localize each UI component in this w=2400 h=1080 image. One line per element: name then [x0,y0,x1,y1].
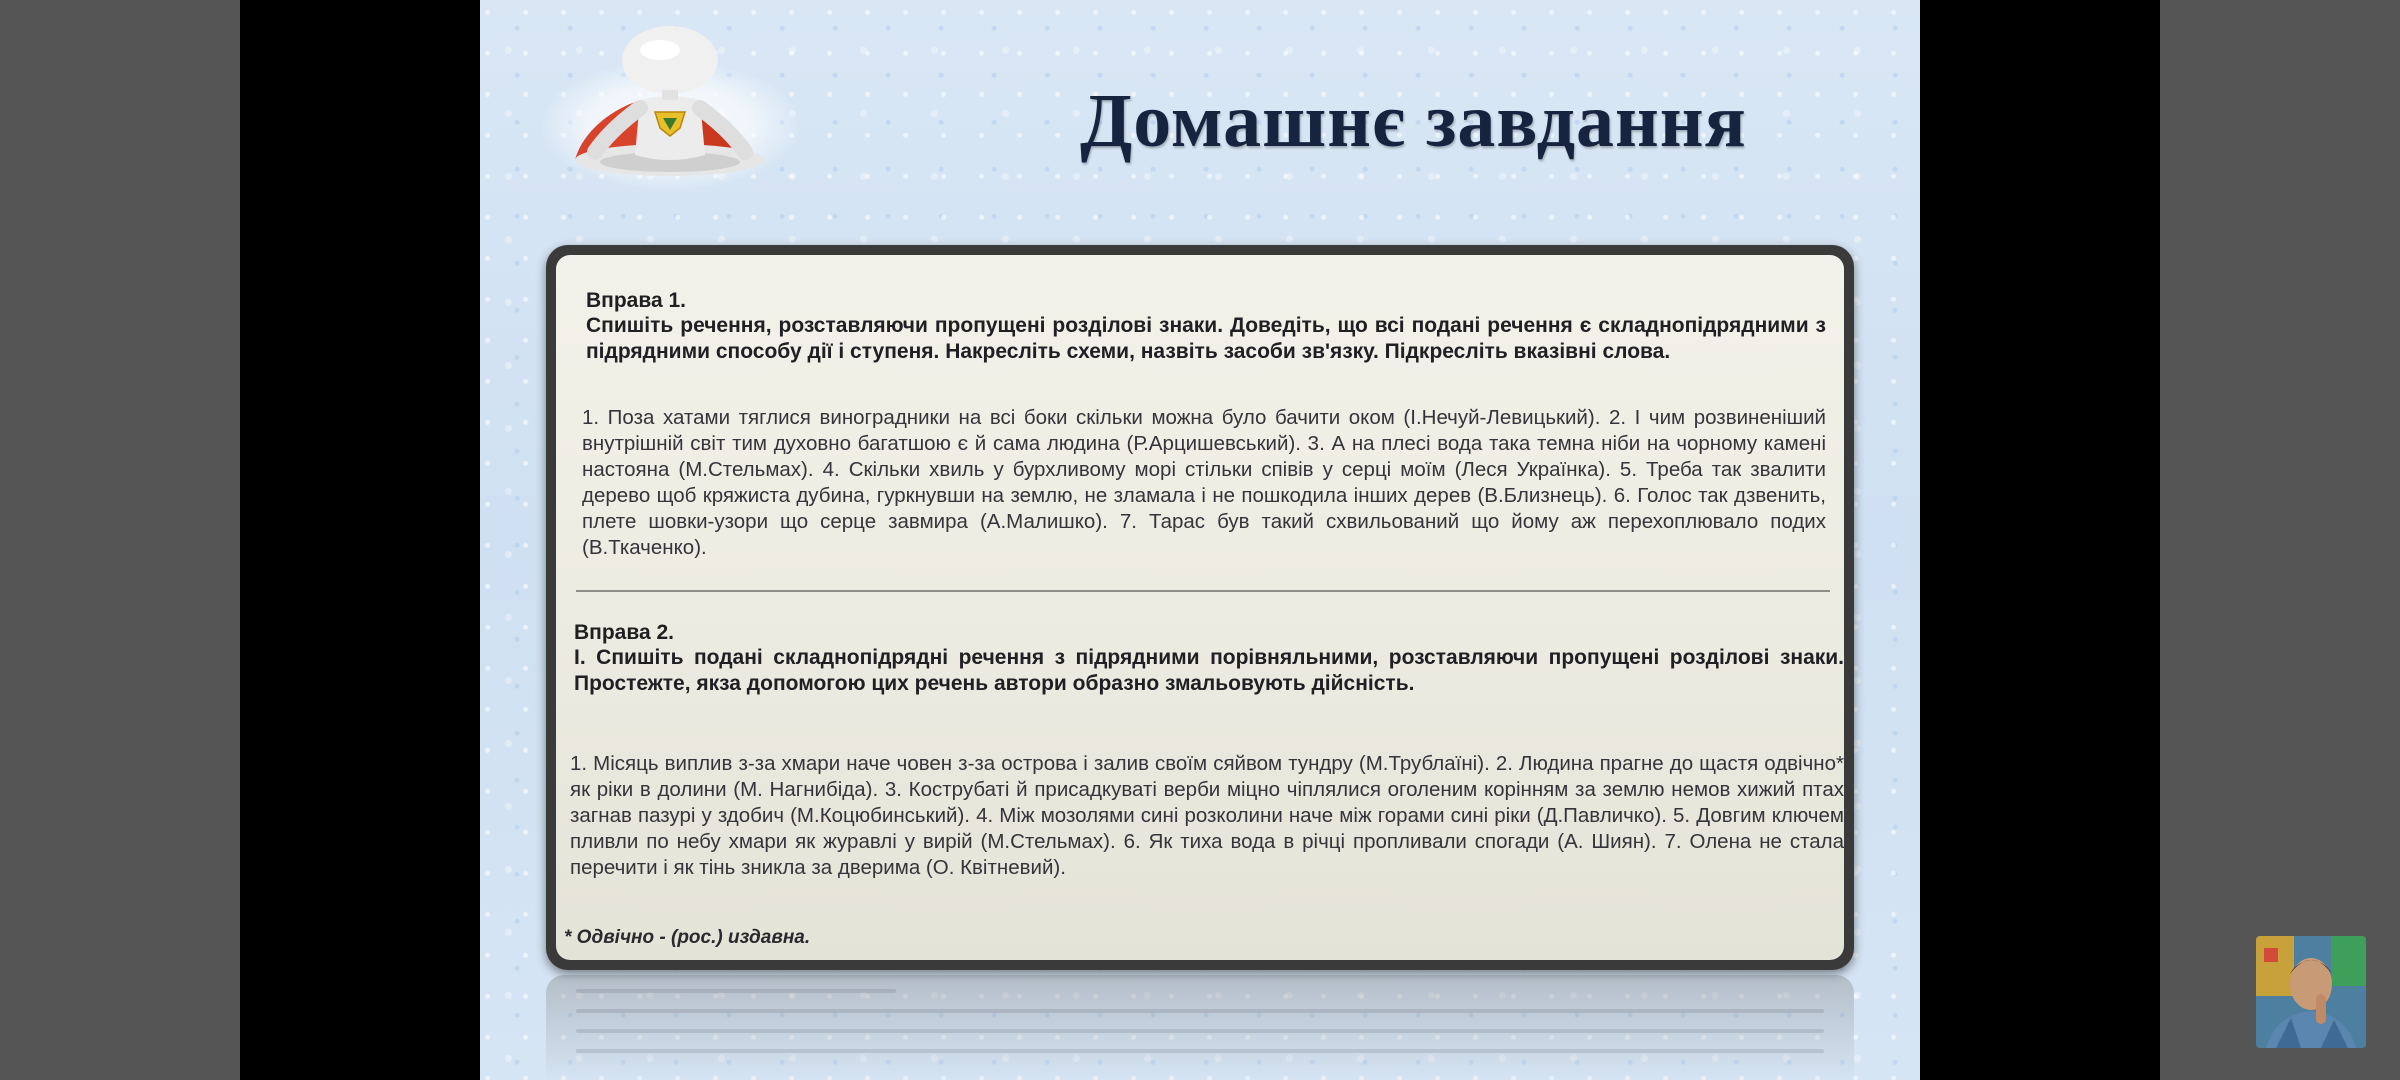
homework-document-frame [546,245,1854,970]
right-pillarbox [2160,0,2400,1080]
exercise-2-sentences: 1. Місяць виплив з-за хмари наче човен з-за острова і залив своїм сяйвом тундру (М.Трублаїні). 2. Людина прагне до щастя одвічно* як ріки в долини (М. Нагнибіда). 3. Кострубаті й присадкуваті верби міцно чіплялися оголеним корінням за землю немов хижий птах загнав пазурі у здобич (М.Коцюбинський). 4. Між мозолями сині розколини наче між горами сині ріки (Д.Павличко). 5. Довгим ключем пливли по небу хмари як журавлі у вирій (М.Стельмах). 6. Як тиха вода в річці пропливали спогади (А. Шиян). 7. Олена не стала перечити і як тінь зникла за дверима (О. Квітневий). [570,752,1844,879]
slide-title: Домашнє завдання [1080,79,1747,163]
document-reflection [546,975,1854,1080]
exercise-1-sentences: 1. Поза хатами тяглися виноградники на всі боки скільки можна було бачити оком (І.Нечуй-Левицький). 2. І чим розвиненіший внутрішній світ тим духовно багатшою є й сама людина (Р.Арцишевський). 3. А на плесі вода така темна ніби на чорному камені настояна (М.Стельмах). 4. Скільки хвиль у бурхливому морі стільки співів у серці моїм (Леся Українка). 5. Треба так звалити дерево щоб кряжиста дубина, гуркнувши на землю, не зламала і не пошкодила інших дерев (В.Близнець). 6. Голос так дзвенить, плете шовки-узори що серце завмира (А.Малишко). 7. Тарас був такий схвильований що йому аж перехоплювало подих (В.Ткаченко). [582,406,1826,559]
footnote: * Одвічно - (рос.) издавна. [564,927,811,948]
presentation-slide [480,0,1920,1080]
exercise-2-task: І. Спишіть подані складнопідрядні речення з підрядними порівняльними, розставляючи пропущені розділові знаки. Простежте, якза допомогою цих речень автори образно змальовують дійсність. [574,646,1844,695]
exercise-1-heading: Вправа 1. [586,289,687,312]
exercise-1-task: Спишіть речення, розставляючи пропущені розділові знаки. Доведіть, що всі подані речення є складнопідрядними з підрядними способу дії і ступеня. Накресліть схеми, назвіть засоби зв'язку. Підкресліть вказівні слова. [586,314,1826,363]
meditating-superhero-figure-icon [540,20,800,190]
exercise-2-heading: Вправа 2. [574,621,675,644]
left-pillarbox [0,0,240,1080]
section-divider [576,590,1830,592]
presenter-webcam-thumbnail[interactable] [2256,936,2366,1048]
homework-document [556,255,1844,960]
